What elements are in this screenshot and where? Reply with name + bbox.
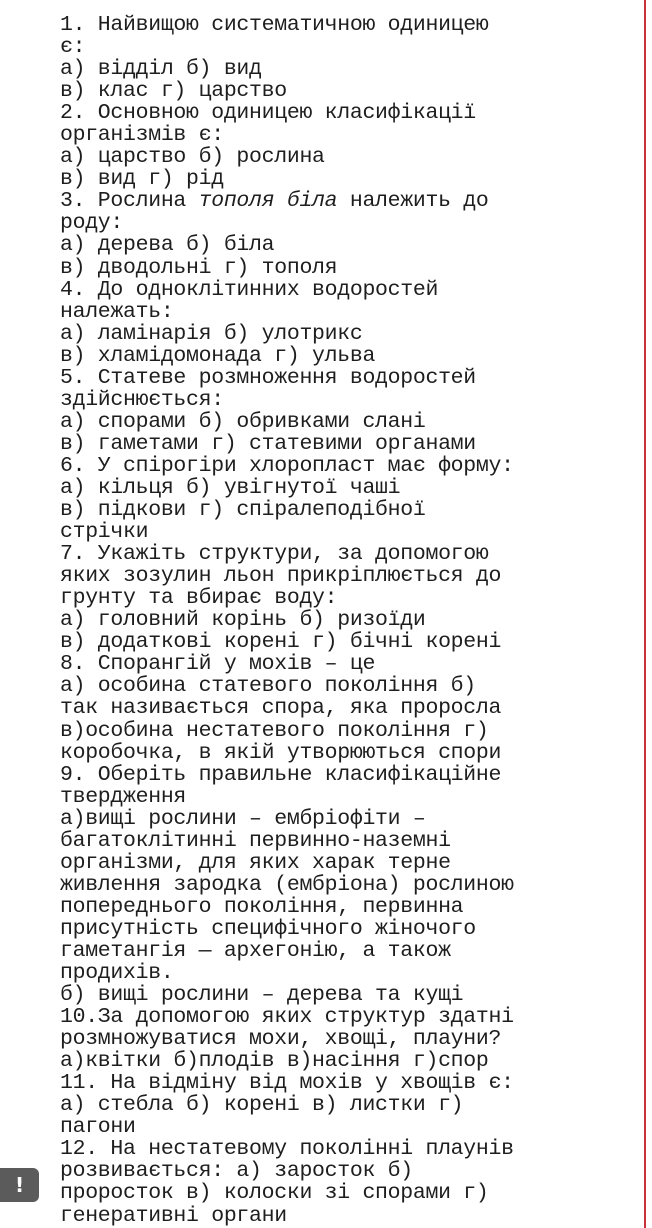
text-line: яких зозулин льон прикріплюється до <box>60 564 502 589</box>
text-line: 9. Оберіть правильне класифікаційне <box>60 762 502 787</box>
margin-rule <box>644 0 646 1228</box>
text-line: гаметангія — архегонію, а також <box>60 938 451 963</box>
text-line: в) підкови г) спіралеподібної <box>60 498 426 523</box>
text-line: в) клас г) царство <box>60 79 287 104</box>
text-line: а) відділ б) вид <box>60 57 262 82</box>
text-line: розмножуватися мохи, хвощі, плауни? <box>60 1027 502 1052</box>
text-line: 12. На нестатевому поколінні плаунів <box>60 1137 514 1162</box>
text-line: здійснюється: <box>60 387 224 412</box>
text-line: а)вищі рослини – ембріофіти – <box>60 806 426 831</box>
text-line: пагони <box>60 1115 136 1140</box>
exclamation-icon: ! <box>14 1173 25 1197</box>
text-line: а)квітки б)плодів в)насіння г)спор <box>60 1049 489 1074</box>
text-line: 2. Основною одиницею класифікації <box>60 101 476 126</box>
text-line: а) царство б) рослина <box>60 145 325 170</box>
text-line: присутність специфічного жіночого <box>60 916 476 941</box>
text-line: так називається спора, яка проросла <box>60 696 502 721</box>
text-line: 8. Спорангій у мохів – це <box>60 652 376 677</box>
text-segment: належить до <box>337 189 489 214</box>
text-line: стрічки <box>60 520 149 545</box>
text-line: а) кільця б) увігнутої чаші <box>60 475 401 500</box>
text-line: організмів є: <box>60 123 224 148</box>
text-line: належать: <box>60 299 174 324</box>
text-line: в)особина нестатевого покоління г) <box>60 718 489 743</box>
text-line: в) гаметами г) статевими органами <box>60 431 476 456</box>
text-line: 1. Найвищою систематичною одиницею <box>60 13 489 37</box>
text-line: а) дерева б) біла <box>60 233 275 258</box>
text-line: проросток в) колоски зі спорами г) <box>60 1181 489 1206</box>
text-line: а) ламінарія б) улотрикс <box>60 321 363 346</box>
question-text <box>60 14 640 1227</box>
text-line <box>60 190 640 212</box>
report-button[interactable] <box>0 1168 39 1202</box>
text-segment: 3. Рослина <box>60 189 199 214</box>
text-line: коробочка, в якій утворюються спори <box>60 740 502 765</box>
text-line: а) спорами б) обривками слані <box>60 409 426 434</box>
text-line: в) хламідомонада г) ульва <box>60 343 376 368</box>
text-line: генеративні органи <box>60 1203 287 1228</box>
text-line: багатоклітинні первинно-наземні <box>60 828 451 853</box>
text-line: в) вид г) рід <box>60 167 224 192</box>
text-line: в) дводольні г) тополя <box>60 255 338 280</box>
text-line: а) головний корінь б) ризоїди <box>60 608 426 633</box>
italic-term: тополя біла <box>198 189 338 214</box>
text-line: а) стебла б) корені в) листки г) <box>60 1093 464 1118</box>
text-line: 6. У спірогіри хлоропласт має форму: <box>60 453 514 478</box>
text-line: попереднього покоління, первинна <box>60 894 464 919</box>
text-line: продихів. <box>60 961 174 986</box>
text-line: твердження <box>60 784 187 809</box>
text-line: 7. Укажіть структури, за допомогою <box>60 542 489 567</box>
text-line: є: <box>60 35 86 60</box>
text-line: в) додаткові корені г) бічні корені <box>60 630 502 655</box>
text-line: б) вищі рослини – дерева та кущі <box>60 983 464 1008</box>
text-line: 11. На відміну від мохів у хвощів є: <box>60 1071 514 1096</box>
text-line: розвивається: а) заросток б) <box>60 1159 413 1184</box>
text-line: грунту та вбирає воду: <box>60 586 338 611</box>
text-line: 10.За допомогою яких структур здатні <box>60 1005 514 1030</box>
text-line: 4. До одноклітинних водоростей <box>60 277 439 302</box>
text-line: живлення зародка (ембріона) рослиною <box>60 872 514 897</box>
text-line: організми, для яких харак терне <box>60 850 451 875</box>
text-line: роду: <box>60 211 124 236</box>
text-line: 5. Статеве розмноження водоростей <box>60 365 476 390</box>
text-line: а) особина статевого покоління б) <box>60 674 476 699</box>
